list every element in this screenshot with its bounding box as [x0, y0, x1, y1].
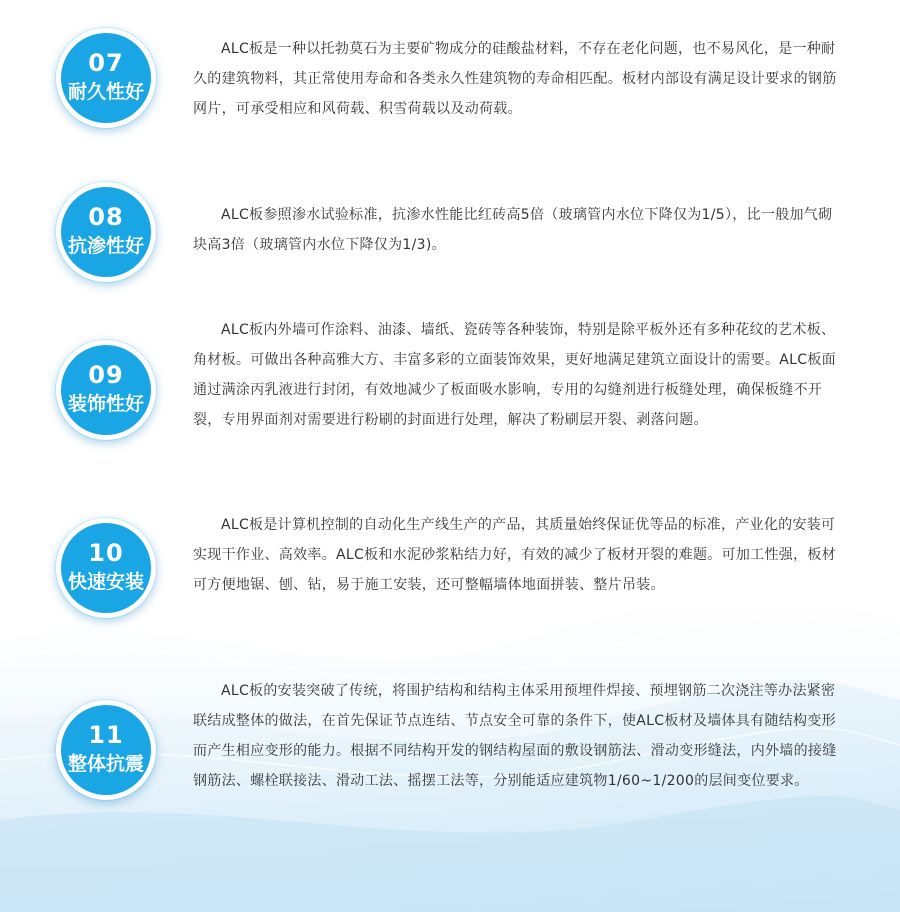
feature-number: 07	[88, 49, 124, 77]
feature-number: 10	[88, 539, 124, 567]
feature-description: ALC板内外墙可作涂料、油漆、墙纸、瓷砖等各种装饰，特别是除平板外还有多种花纹的艺术板、角材板。可做出各种高雅大方、丰富多彩的立面装饰效果，更好地满足建筑立面设计的需要。ALC板面通过满涂丙乳液进行封闭，有效地减少了板面吸水影响，专用的勾缝剂进行板缝处理，确保板缝不开裂，专用界面剂对需要进行粉刷的封面进行处理，解决了粉刷层开裂、剥落问题。	[193, 322, 836, 428]
feature-description: ALC板是一种以托勃莫石为主要矿物成分的硅酸盐材料，不存在老化问题，也不易风化，是一种耐久的建筑物料，其正常使用寿命和各类永久性建筑物的寿命相匹配。板材内部设有满足设计要求的钢筋网片，可承受相应和风荷载、积雪荷载以及动荷载。	[193, 41, 837, 117]
feature-description: ALC板的安装突破了传统，将围护结构和结构主体采用预埋件焊接、预埋钢筋二次浇注等办法紧密联结成整体的做法，在首先保证节点连结、节点安全可靠的条件下，使ALC板材及墙体具有随结构变形而产生相应变形的能力。根据不同结构开发的钢结构屋面的敷设钢筋法、滑动变形缝法，内外墙的接缝钢筋法、螺栓联接法、滑动工法、摇摆工法等，分别能适应建筑物1/60~1/200的层间变位要求。	[193, 683, 837, 789]
feature-title: 整体抗震	[67, 753, 144, 775]
feature-number: 09	[88, 361, 124, 389]
feature-title: 耐久性好	[67, 81, 144, 103]
feature-badge	[56, 700, 156, 800]
feature-description: ALC板是计算机控制的自动化生产线生产的产品，其质量始终保证优等品的标准，产业化的安装可实现干作业、高效率。ALC板和水泥砂浆粘结力好，有效的减少了板材开裂的难题。可加工性强，板材可方便地锯、刨、钻，易于施工安装，还可整幅墙体地面拼装、整片吊装。	[193, 517, 836, 593]
feature-number: 11	[88, 721, 124, 749]
feature-badge	[56, 340, 156, 440]
feature-badge	[56, 28, 156, 128]
feature-title: 快速安装	[67, 571, 144, 593]
feature-title: 抗渗性好	[67, 235, 144, 257]
feature-title: 装饰性好	[67, 393, 144, 415]
feature-badge	[56, 182, 156, 282]
feature-description: ALC板参照渗水试验标准，抗渗水性能比红砖高5倍（玻璃管内水位下降仅为1/5），比一般加气砌块高3倍（玻璃管内水位下降仅为1/3)。	[193, 207, 833, 253]
feature-badge	[56, 518, 156, 618]
feature-number: 08	[88, 203, 124, 231]
